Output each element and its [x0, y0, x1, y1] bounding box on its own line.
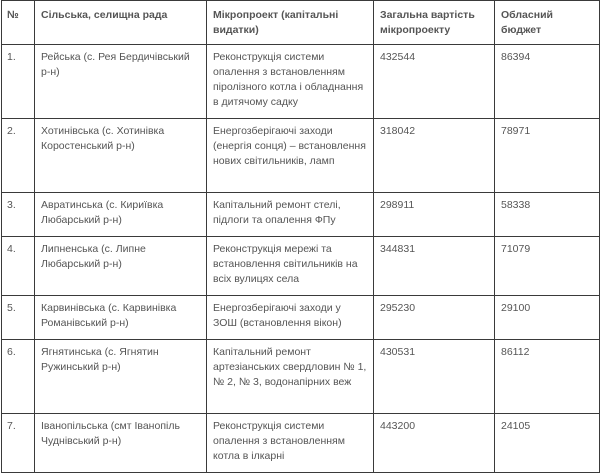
header-number: № [2, 1, 35, 45]
total-cost-cell: 443200 [374, 414, 495, 473]
table-row [2, 296, 600, 340]
total-cost-cell: 298911 [374, 193, 495, 237]
regional-budget-cell: 71079 [495, 237, 600, 296]
council-cell: Ягнятинська (с. Ягнятин Ружинський р-н) [35, 340, 207, 414]
regional-budget-cell: 24105 [495, 414, 600, 473]
header-regional-budget: Обласний бюджет [495, 1, 600, 45]
header-council: Сільська, селищна рада [35, 1, 207, 45]
total-cost-cell: 432544 [374, 45, 495, 119]
row-number: 7. [2, 414, 35, 473]
table-row [2, 45, 600, 119]
project-cell: Реконструкція системи опалення з встановленням піролізного котла і обладнання в дитячому садку [207, 45, 374, 119]
project-cell: Енергозберігаючі заходи (енергія сонця) – встановлення нових світильників, ламп [207, 119, 374, 193]
project-cell: Капітальний ремонт артезіанських свердловин № 1, № 2, № 3, водонапірних веж [207, 340, 374, 414]
table-row [2, 193, 600, 237]
table-row [2, 119, 600, 193]
row-number: 2. [2, 119, 35, 193]
regional-budget-cell: 29100 [495, 296, 600, 340]
regional-budget-cell: 78971 [495, 119, 600, 193]
row-number: 1. [2, 45, 35, 119]
council-cell: Авратинська (с. Кириївка Любарський р-н) [35, 193, 207, 237]
row-number: 3. [2, 193, 35, 237]
total-cost-cell: 430531 [374, 340, 495, 414]
header-total-cost: Загальна вартість мікропроекту [374, 1, 495, 45]
projects-table [1, 0, 600, 473]
project-cell: Капітальний ремонт стелі, підлоги та опалення ФПу [207, 193, 374, 237]
row-number: 6. [2, 340, 35, 414]
council-cell: Хотинівська (с. Хотинівка Коростенський р-н) [35, 119, 207, 193]
project-cell: Енергозберігаючі заходи у ЗОШ (встановлення вікон) [207, 296, 374, 340]
row-number: 5. [2, 296, 35, 340]
header-row [2, 1, 600, 45]
table-row [2, 237, 600, 296]
regional-budget-cell: 86394 [495, 45, 600, 119]
project-cell: Реконструкція системи опалення з встановленням котла в ілкарні [207, 414, 374, 473]
project-cell: Реконструкція мережі та встановлення світильників на всіх вулицях села [207, 237, 374, 296]
council-cell: Карвинівська (с. Карвинівка Романівський р-н) [35, 296, 207, 340]
regional-budget-cell: 86112 [495, 340, 600, 414]
council-cell: Липненська (с. Липне Любарський р-н) [35, 237, 207, 296]
regional-budget-cell: 58338 [495, 193, 600, 237]
table-row [2, 340, 600, 414]
table-row [2, 414, 600, 473]
total-cost-cell: 295230 [374, 296, 495, 340]
header-project: Мікропроект (капітальні видатки) [207, 1, 374, 45]
total-cost-cell: 318042 [374, 119, 495, 193]
council-cell: Рейська (с. Рея Бердичівський р-н) [35, 45, 207, 119]
total-cost-cell: 344831 [374, 237, 495, 296]
council-cell: Іванопільська (смт Іванопіль Чуднівський р-н) [35, 414, 207, 473]
row-number: 4. [2, 237, 35, 296]
